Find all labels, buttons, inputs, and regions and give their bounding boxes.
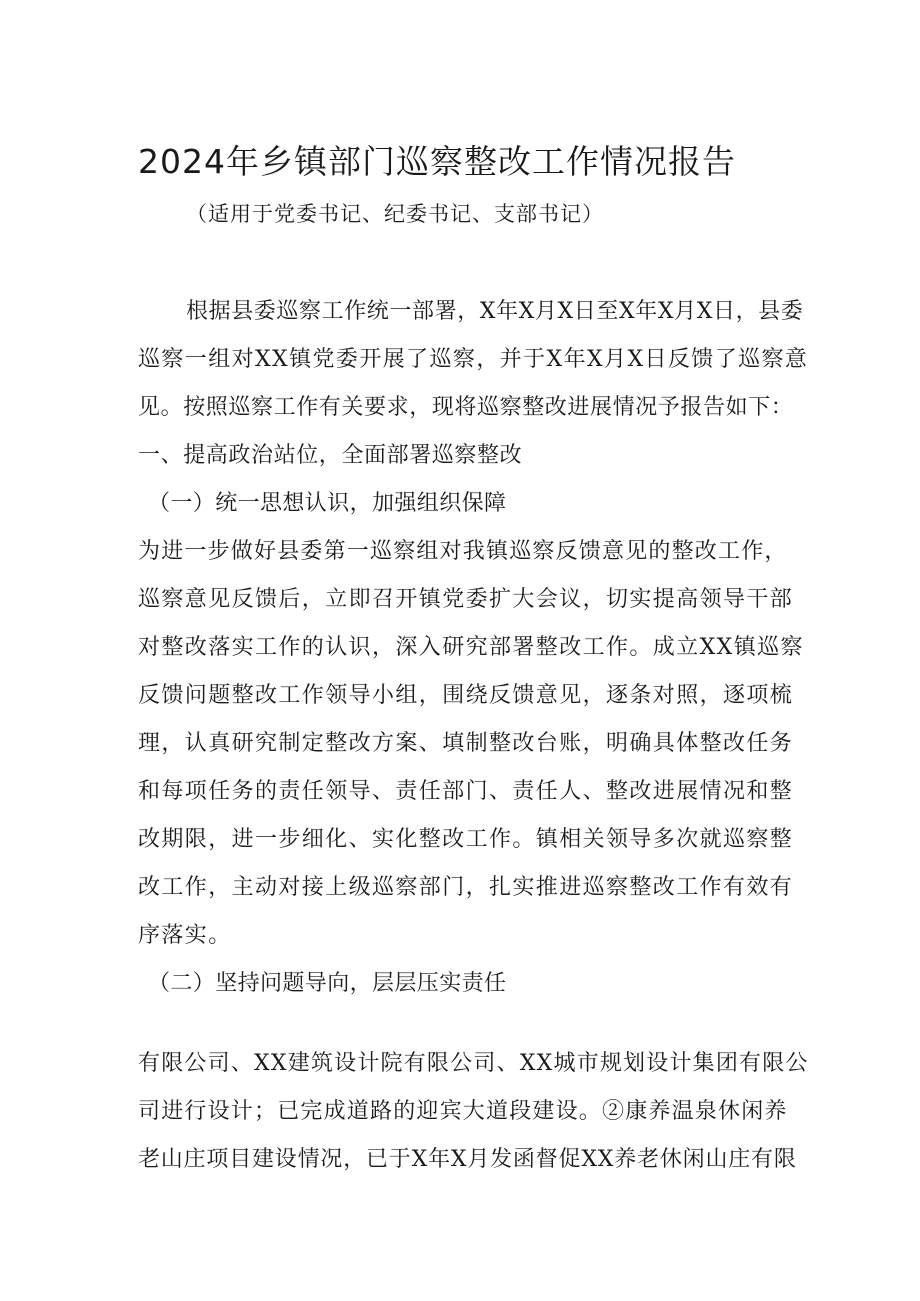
paragraph-line: 改期限，进一步细化、实化整改工作。镇相关领导多次就巡察整 xyxy=(138,827,794,852)
paragraph-line: 巡察意见反馈后，立即召开镇党委扩大会议，切实提高领导干部 xyxy=(138,587,794,612)
paragraph-line: 巡察一组对XX镇党委开展了巡察，并于X年X月X日反馈了巡察意 xyxy=(138,347,809,372)
document-subtitle: （适用于党委书记、纪委书记、支部书记） xyxy=(186,202,604,226)
paragraph-line: 见。按照巡察工作有关要求，现将巡察整改进展情况予报告如下： xyxy=(138,395,794,420)
paragraph-line: 和每项任务的责任领导、责任部门、责任人、整改进展情况和整 xyxy=(138,779,794,804)
paragraph-line: 反馈问题整改工作领导小组，围绕反馈意见，逐条对照，逐项梳 xyxy=(138,683,794,708)
paragraph-line: 老山庄项目建设情况，已于X年X月发函督促XX养老休闲山庄有限 xyxy=(138,1147,797,1172)
paragraph-line: 理，认真研究制定整改方案、填制整改台账，明确具体整改任务 xyxy=(138,731,794,756)
paragraph-line: 改工作，主动对接上级巡察部门，扎实推进巡察整改工作有效有 xyxy=(138,875,794,900)
section-heading: 一、提高政治站位，全面部署巡察整改 xyxy=(138,443,523,468)
paragraph-line: 对整改落实工作的认识，深入研究部署整改工作。成立XX镇巡察 xyxy=(138,635,804,660)
paragraph-line: 根据县委巡察工作统一部署，X年X月X日至X年X月X日，县委 xyxy=(186,299,804,324)
subsection-heading: （一）统一思想认识，加强组织保障 xyxy=(148,491,507,516)
document-title: 2024年乡镇部门巡察整改工作情况报告 xyxy=(138,142,736,181)
paragraph-line: 司进行设计；已完成道路的迎宾大道段建设。②康养温泉休闲养 xyxy=(138,1099,788,1124)
paragraph-line: 有限公司、XX建筑设计院有限公司、XX城市规划设计集团有限公 xyxy=(138,1051,809,1076)
paragraph-line: 序落实。 xyxy=(138,923,232,948)
subsection-heading: （二）坚持问题导向，层层压实责任 xyxy=(148,971,507,996)
paragraph-line: 为进一步做好县委第一巡察组对我镇巡察反馈意见的整改工作， xyxy=(138,539,788,564)
